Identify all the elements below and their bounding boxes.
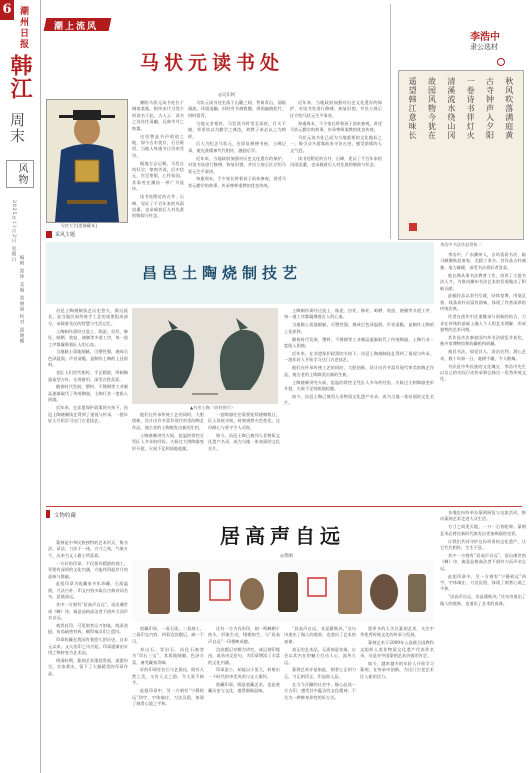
ma-col-1 [132,100,184,226]
pottery-col-3 [208,412,280,504]
paragraph: 他长期从事书法教育工作，培养了大批书法人才，为推动潮州书法艺术的发展做出了积极贡献。 [440,272,526,291]
paragraph: 作者在创作中注重继承与创新的结合，力求在传统的基础上融入个人的艺术理解，形成独特的艺术风格。 [440,314,526,332]
seal-headline: 居高声自远 [220,524,345,548]
paragraph: 其作品多次参加国内外书法展览并获奖，被多家博物馆和收藏机构收藏。 [440,334,526,347]
ma-col-2 [188,100,286,230]
paragraph: 篆刻艺术于2009年入选联合国教科文组织人类非物质文化遗产代表作名录，这是对中国篆刻艺术价值的肯定。 [360,640,434,659]
paragraph: 书法是中华民族的文化瑰宝，李浩中先生以自己的实际行动传承和弘扬这一优秀传统文化。 [440,363,526,382]
paragraph: 各地也纷纷举办篆刻展览与交流活动，推动篆刻艺术走进大众生活。 [440,510,526,522]
calligraphy-text [440,252,526,497]
paragraph: “居高声自远，非是藉秋风。”这句诗道出了做人的境界，也道出了艺术的真谛。 [284,626,356,644]
seal-col-left [48,540,128,768]
paragraph: 如今，越来越多的年轻人开始学习篆刻，在传承中创新，为这门古老艺术注入新的活力。 [360,661,434,679]
paragraph: 篆刻是中华民族独特的艺术形式，集书法、章法、刀法于一体，方寸之间，气象万千，历来为文人雅士所喜爱。 [48,540,128,558]
paragraph: 当地黏土质地细腻，可塑性强，烧成后色泽温润，声音清脆，是制作土陶的上佳原料。 [48,349,128,368]
paragraph: 在当今浮躁的社会中，静心品读一方古印，感受其中蕴含的文化精神，不失为一种修身养性的好方式。 [284,681,356,700]
ma-col-3 [290,100,382,230]
paragraph: 此组印章为收藏家多年珍藏，石质温润，刀法古朴，印文内容多取自古典诗词名句，意境深远。 [48,581,128,600]
paragraph: 观其书法，如见其人，淡泊名利，潜心艺术，数十年如一日，笔耕不辍，令人敬佩。 [440,349,526,361]
paragraph: 读书处附近的古井、石碑，见证了千百年来的风雨沧桑，也承载着后人对先贤的敬仰与怀念。 [290,155,382,168]
paragraph: 读书处附近的古井、石碑，见证了千百年来的风雨沧桑，也承载着后人对先贤的敬仰与怀念。 [132,194,184,219]
paragraph: 土陶烧制讲究火候，窑温的掌控全凭匠人多年的经验。火候过大则陶器变形开裂，火候不足则质地松脆。 [284,379,434,391]
paragraph: 其中一方刻有“居高声自远”，语出虞世南《蝉》诗，寓意品格高洁者不借外力而声名自远。 [48,602,128,620]
paragraph: 据地方志记载，马发自幼好学，寒窗苦读，后中状元，官至要职，心怀家国，其事迹在潮汕一带广为流传。 [132,160,184,192]
paragraph: 近年来，在非遗保护政策的支持下，昌邑土陶烧制技艺得到了重视与传承，一批年轻人开始学习这门古老技艺。 [48,405,128,423]
seal-col-right [440,510,526,768]
section-box [6,160,34,188]
paragraph: 每逢周末，不少家长带着孩子前来参观，讲述马状元勤学的故事，传承尊师重教的优良传统。 [188,176,286,188]
seal-dot-icon [497,58,505,66]
paragraph: 印章虽小，却能以小见大，折射出一个时代的审美风尚与文人情怀。 [208,667,280,679]
seal-photo [132,560,434,622]
paragraph: 明清时期，篆刻艺术蓬勃发展，流派纷呈，名家辈出，留下了大量精美的印章作品。 [48,657,128,676]
paragraph: 后人为纪念马状元，在原址修缮书屋，立碑记事，使先贤精神代代相传，激励后学。 [188,141,286,153]
pottery-caption: ▲鸟形土陶（资料图片） [190,405,236,410]
paragraph: 马状元读书处已成为当地重要的文化地标之一，吸引众多游客前来寻访古迹，感受浓郁的人文气息。 [290,135,382,153]
seal-byline: ◎黄刚 [280,554,293,559]
paragraph: 篆刻艺术亦是如此，刻者心正则刀正，刀正则印正，印品即人品。 [284,667,356,679]
red-seal-icon [409,223,417,231]
seal-col-5 [360,626,434,768]
poem-line: 古寺钟声入夕阳 [485,77,495,140]
paragraph: 愿更多的人关注篆刻艺术，关注中华优秀传统文化的传承与发展。 [360,626,434,638]
pottery-col-4 [284,308,434,503]
poem-line: 遥望韩江意味长 [408,77,418,140]
paragraph: 土陶烧制讲究火候，窑温的掌控全凭匠人多年的经验。火候过大则陶器变形开裂，火候不足则质地松脆。 [132,432,204,451]
pottery-photo [132,308,278,404]
paragraph: 一窑陶器往往需要连续烧制数日，匠人昼夜守候，时刻观察火色变化，这份耐心与坚守令人动容。 [208,412,280,430]
portrait-caption: 马姓大学[遗像藏本] [60,223,97,228]
paragraph: 边款题记亦颇为讲究，或记刻印缘由，或录诗文佳句，为印章增添了丰富的文化内涵。 [208,646,280,665]
divider [390,4,391,239]
paragraph: 此组印章中，另一方刻有“宁静致远”四字，字体端庄，刀法沉稳，体现了刻者心境之平和。 [132,688,204,706]
paragraph: 当地父老相传，马发读书时常至深夜，灯火不熄，邻里皆以为勤学之典范，故教子弟必以之为榜样。 [188,120,286,139]
paragraph: 近年来，在非遗保护政策的支持下，昌邑土陶烧制技艺得到了重视与传承，一批年轻人开始学习这门古老技艺。 [284,350,434,363]
pottery-col-1 [48,308,128,503]
paragraph: 收藏印章，一看石质，二看刻工，三看印文内容，四看边款题记，缺一不可。 [132,626,204,644]
collected-marker [46,231,52,238]
seal-col-4 [284,626,356,768]
portrait-image [46,99,128,223]
paragraph: 近年来，当地政府加强对历史文化遗存的保护，对读书处进行修缮，恢复旧貌，并设立展示区介绍马状元生平事迹。 [188,155,286,174]
seal-section-tag: 文物收藏 [54,513,77,519]
calligraphy-artwork [398,70,524,240]
paragraph: 土陶制作需经过选土、练泥、拉坯、修坯、晾晒、装窑、烧制等多道工序，每一道工序都凝聚着匠人的心血。 [48,328,128,347]
paragraph: 李浩中，广东潮州人，自幼喜爱书法，临习颜柳欧赵诸家，尤精于隶书。其作品古朴典雅，笔力雄健，深受书法爱好者喜爱。 [440,252,526,270]
paragraph: 还有一方为肖形印，刻一鸣蝉栖于枝头，形象生动，栩栩如生，与“居高声自远”一印相映成趣。 [208,626,280,644]
paragraph: 昌邑土陶烧制技艺历史悠久，源远流长，是当地民间传统手工艺的重要组成部分，承载着先民的智慧与生活记忆。 [48,308,128,326]
headline-ma: 马状元读书处 [140,52,285,74]
page-number: 6 [0,0,14,20]
paragraph: 潮阳马状元读书处位于城南某地，相传宋代马发少时读书于此。古人云：读书之处往往清幽，远离市井之喧嚣。 [132,100,184,131]
brand-title: 韩江 [7,54,33,100]
paragraph: 土陶制作需经过选土、练泥、拉坯、修坯、晾晒、装窑、烧制等多道工序，每一道工序都凝聚着匠人的心血。 [284,308,434,320]
paragraph: 如今，昌邑土陶已被列入非物质文化遗产名录，成为当地一张亮丽的文化名片。 [284,393,434,406]
paragraph: 一方好的印章，不仅要有精湛的刻工，更要有深厚的文化内涵，方能经得起岁月的品味与推敲。 [48,560,128,579]
masthead-rail [0,0,41,773]
paragraph: 这里曾是书声琅琅之地，如今古木犹存，石径斑驳，当地人每逢节日仍来凭吊。 [132,133,184,158]
paragraph: 随着时代发展，塑料、不锈钢等工业制品逐渐取代了传统陶器，土陶行业一度陷入困境。 [284,336,434,349]
paragraph: 近年来，当地政府加强对历史文化遗存的保护，对读书处进行修缮，恢复旧貌，并设立展示区介绍马状元生平事迹。 [290,100,382,118]
poem-line: 故园风物今犹在 [427,77,437,140]
section-divider [46,506,522,507]
paragraph: “居高声自远，非是藉秋风。”这句诗道出了做人的境界，也道出了艺术的真谛。 [440,594,526,606]
paragraph: 老匠人们世代相传，手艺精湛，所制陶器造型古朴，实用耐用，深受百姓喜爱。 [48,370,128,382]
seal-col-2 [132,626,204,768]
paragraph: 方寸之间见天地，一刀一石皆乾坤。篆刻艺术必将在新时代焕发出更加绚丽的光彩。 [440,524,526,536]
seal-tag-marker [46,510,50,518]
paragraph: 收藏印章，既是收藏艺术，也是收藏历史与文化，值得细细品味。 [208,681,280,694]
paragraph: 让我们共同守护这份珍贵的文化遗产，让它代代相传，生生不息。 [440,538,526,551]
paragraph: 他们在传承传统工艺的同时，大胆创新，设计出许多富有现代审美的陶艺作品，使古老的土陶焕发出新的生机。 [284,365,434,377]
poem-line: 秋风吹落满庭黄 [504,77,514,140]
paragraph: 如今，昌邑土陶已被列入非物质文化遗产名录，成为当地一张亮丽的文化名片。 [208,432,280,451]
editors-credit: 编辑 郑铮 美编 郑丽丽 校对 邵晓娜 [19,255,24,345]
paper-name: 潮州日报 [18,6,28,50]
paragraph: 马状元读书处坐落于山麓之间，背倚青山，面临溪流，环境清幽。旧时有书斋数楹，周围遍植松竹，四时常青。 [188,100,286,118]
paragraph: 他们在传承传统工艺的同时，大胆创新，设计出许多富有现代审美的陶艺作品，使古老的土陶焕发出新的生机。 [132,412,204,430]
paragraph: 印章收藏在我国有着悠久的历史，自宋元以来，文人治印之风兴起，印章逐渐由实用之物转变为艺术品。 [48,637,128,655]
paragraph: 其中一方刻有“居高声自远”，语出虞世南《蝉》诗，寓意品格高洁者不借外力而声名自远。 [440,552,526,571]
byline-ma: ◎吴东柯 [218,93,236,98]
paragraph: 真正的艺术品，无需刻意宣扬，自会以其内在的魅力打动人心，流传久远。 [284,646,356,665]
paragraph: 此幅作品以隶书写就，结体宽博，用笔沉着，线条质朴而富有韵味，体现了作者深厚的传统功底。 [440,293,526,312]
calligraphy-caption: 李浩中书法作品赏析二 [440,242,482,247]
pottery-title: 昌邑土陶烧制技艺 [142,264,303,282]
seal-col-3 [208,626,280,768]
poem-line: 一卷诗书伴灯火 [466,77,476,140]
author-title: 李浩中 [470,32,500,43]
paragraph: 当地黏土质地细腻，可塑性强，烧成后色泽温润，声音清脆，是制作土陶的上佳原料。 [284,322,434,334]
paragraph: 随着时代发展，塑料、不锈钢等工业制品逐渐取代了传统陶器，土陶行业一度陷入困境。 [48,384,128,403]
weekly-title: 周末 [8,112,26,144]
paragraph: 观赏此印，可见刻者运刀如笔，线条劲挺，布局疏密有致，颇得秦汉印之遗风。 [48,622,128,635]
paragraph: 每逢周末，不少家长带着孩子前来参观，讲述马状元勤学的故事，传承尊师重教的优良传统。 [290,120,382,133]
poem-line: 清溪流水绕山冈 [446,77,456,140]
pottery-col-2 [132,412,204,504]
column-title: 潮上流风 [54,22,99,32]
collected-label: 采风主题 [55,232,76,238]
section-name: 风物 [16,163,27,185]
author-subtitle: 隶公选材 [470,43,498,51]
paragraph: 寿山石、青田石、昌化石被誉为“印石三宝”，其质地细腻，色泽丰富，备受藏家青睐。 [132,646,204,665]
issue-date: 2025年11月2日 星期日 [11,200,16,263]
paragraph: 此组印章中，另一方刻有“宁静致远”四字，字体端庄，刀法沉稳，体现了刻者心境之平和。 [440,573,526,592]
paragraph: 好的印章往往石与艺俱佳，既有天然之美，又有人文之韵，令人爱不释手。 [132,667,204,686]
